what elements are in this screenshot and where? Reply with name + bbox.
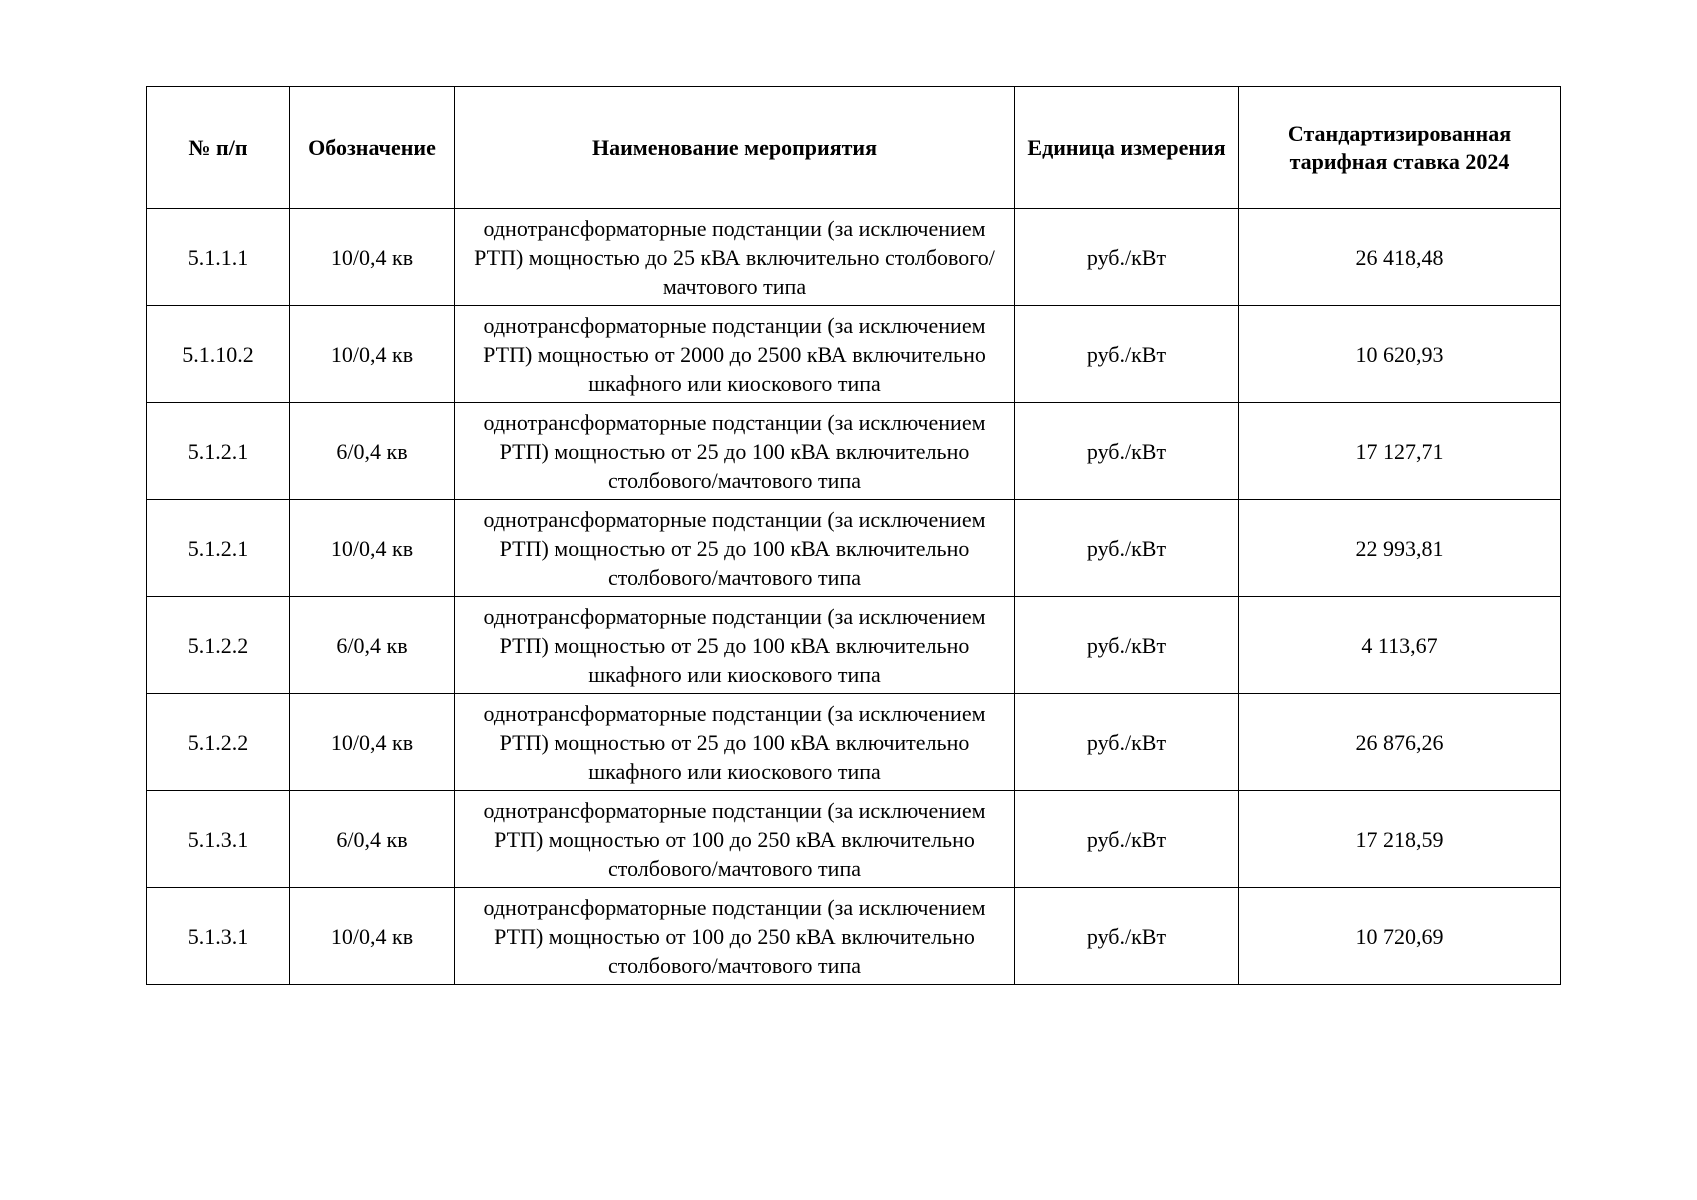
cell-event-name: однотрансформаторные подстанции (за исключением РТП) мощностью от 100 до 250 кВА включительно столбового/мачтового типа — [455, 888, 1015, 985]
cell-number: 5.1.3.1 — [147, 791, 290, 888]
table-row — [147, 500, 1561, 597]
cell-designation: 6/0,4 кв — [290, 791, 455, 888]
cell-unit: руб./кВт — [1015, 791, 1239, 888]
cell-event-name: однотрансформаторные подстанции (за исключением РТП) мощностью от 25 до 100 кВА включительно шкафного или киоскового типа — [455, 597, 1015, 694]
cell-designation: 10/0,4 кв — [290, 209, 455, 306]
table-row — [147, 791, 1561, 888]
cell-event-name: однотрансформаторные подстанции (за исключением РТП) мощностью от 25 до 100 кВА включительно столбового/мачтового типа — [455, 403, 1015, 500]
cell-designation: 10/0,4 кв — [290, 694, 455, 791]
cell-designation: 10/0,4 кв — [290, 306, 455, 403]
cell-designation: 6/0,4 кв — [290, 403, 455, 500]
cell-number: 5.1.2.1 — [147, 403, 290, 500]
cell-tariff-rate: 10 620,93 — [1239, 306, 1561, 403]
cell-unit: руб./кВт — [1015, 209, 1239, 306]
cell-tariff-rate: 17 127,71 — [1239, 403, 1561, 500]
cell-unit: руб./кВт — [1015, 597, 1239, 694]
cell-event-name: однотрансформаторные подстанции (за исключением РТП) мощностью от 25 до 100 кВА включительно столбового/мачтового типа — [455, 500, 1015, 597]
header-row — [147, 87, 1561, 209]
cell-designation: 10/0,4 кв — [290, 888, 455, 985]
table-header — [147, 87, 1561, 209]
cell-event-name: однотрансформаторные подстанции (за исключением РТП) мощностью от 100 до 250 кВА включительно столбового/мачтового типа — [455, 791, 1015, 888]
cell-unit: руб./кВт — [1015, 888, 1239, 985]
cell-event-name: однотрансформаторные подстанции (за исключением РТП) мощностью от 25 до 100 кВА включительно шкафного или киоскового типа — [455, 694, 1015, 791]
cell-unit: руб./кВт — [1015, 403, 1239, 500]
cell-tariff-rate: 4 113,67 — [1239, 597, 1561, 694]
table-row — [147, 597, 1561, 694]
header-event-name: Наименование мероприятия — [455, 87, 1015, 209]
cell-event-name: однотрансформаторные подстанции (за исключением РТП) мощностью до 25 кВА включительно столбового/мачтового типа — [455, 209, 1015, 306]
table-body — [147, 209, 1561, 985]
cell-number: 5.1.2.1 — [147, 500, 290, 597]
cell-tariff-rate: 22 993,81 — [1239, 500, 1561, 597]
cell-number: 5.1.3.1 — [147, 888, 290, 985]
cell-unit: руб./кВт — [1015, 306, 1239, 403]
cell-tariff-rate: 26 418,48 — [1239, 209, 1561, 306]
table-row — [147, 888, 1561, 985]
cell-tariff-rate: 17 218,59 — [1239, 791, 1561, 888]
cell-tariff-rate: 10 720,69 — [1239, 888, 1561, 985]
tariff-table — [146, 86, 1561, 985]
table-row — [147, 694, 1561, 791]
cell-designation: 6/0,4 кв — [290, 597, 455, 694]
cell-designation: 10/0,4 кв — [290, 500, 455, 597]
cell-event-name: однотрансформаторные подстанции (за исключением РТП) мощностью от 2000 до 2500 кВА включительно шкафного или киоскового типа — [455, 306, 1015, 403]
cell-number: 5.1.10.2 — [147, 306, 290, 403]
header-number: № п/п — [147, 87, 290, 209]
header-designation: Обозначение — [290, 87, 455, 209]
cell-tariff-rate: 26 876,26 — [1239, 694, 1561, 791]
table-row — [147, 403, 1561, 500]
table-row — [147, 306, 1561, 403]
cell-number: 5.1.2.2 — [147, 694, 290, 791]
header-tariff-rate: Стандартизированная тарифная ставка 2024 — [1239, 87, 1561, 209]
cell-unit: руб./кВт — [1015, 500, 1239, 597]
cell-unit: руб./кВт — [1015, 694, 1239, 791]
cell-number: 5.1.2.2 — [147, 597, 290, 694]
header-unit: Единица измерения — [1015, 87, 1239, 209]
table-row — [147, 209, 1561, 306]
cell-number: 5.1.1.1 — [147, 209, 290, 306]
